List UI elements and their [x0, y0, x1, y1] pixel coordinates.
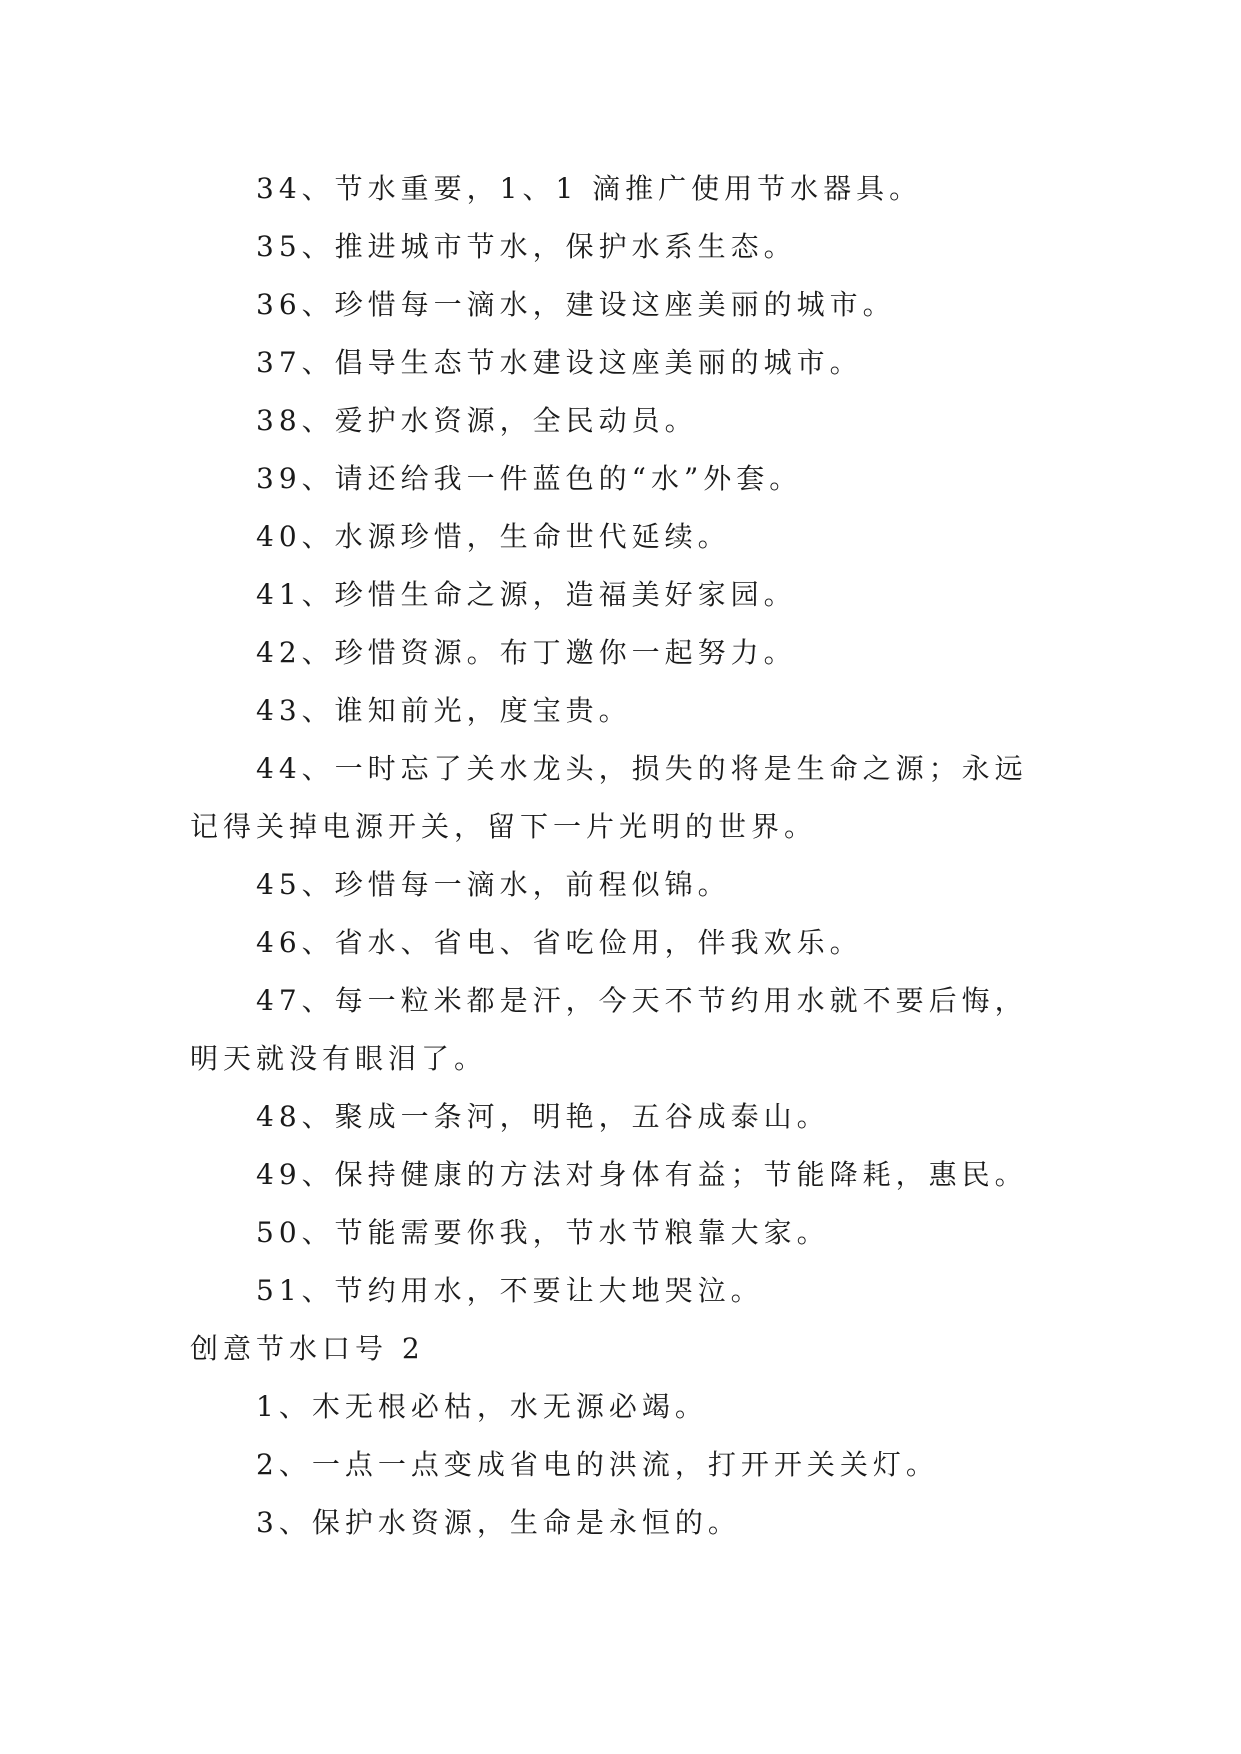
slogan-paragraph: 45、珍惜每一滴水，前程似锦。	[256, 868, 731, 901]
slogan-paragraph: 50、节能需要你我，节水节粮靠大家。	[256, 1216, 830, 1249]
slogan-paragraph: 36、珍惜每一滴水，建设这座美丽的城市。	[256, 288, 896, 321]
slogan-paragraph: 47、每一粒米都是汗，今天不节约用水就不要后悔，明天就没有眼泪了。	[190, 984, 1028, 1075]
section-heading: 创意节水口号 2	[190, 1332, 425, 1365]
slogan-paragraph: 37、倡导生态节水建设这座美丽的城市。	[256, 346, 863, 379]
slogan-paragraph: 3、保护水资源，生命是永恒的。	[256, 1506, 741, 1539]
slogan-paragraph: 1、木无根必枯，水无源必竭。	[256, 1390, 708, 1423]
slogan-paragraph: 43、谁知前光，度宝贵。	[256, 694, 632, 727]
slogan-paragraph: 35、推进城市节水，保护水系生态。	[256, 230, 797, 263]
slogan-paragraph: 42、珍惜资源。布丁邀你一起努力。	[256, 636, 797, 669]
slogan-paragraph: 41、珍惜生命之源，造福美好家园。	[256, 578, 797, 611]
document-body	[190, 160, 1050, 1552]
slogan-paragraph: 51、节约用水，不要让大地哭泣。	[256, 1274, 764, 1307]
slogan-paragraph: 40、水源珍惜，生命世代延续。	[256, 520, 731, 553]
slogan-paragraph: 34、节水重要，1、1 滴推广使用节水器具。	[256, 172, 923, 205]
slogan-paragraph: 38、爱护水资源，全民动员。	[256, 404, 698, 437]
slogan-paragraph: 49、保持健康的方法对身体有益；节能降耗，惠民。	[256, 1158, 1028, 1191]
slogan-paragraph: 44、一时忘了关水龙头，损失的将是生命之源；永远记得关掉电源开关，留下一片光明的世界。	[190, 752, 1028, 843]
slogan-paragraph: 48、聚成一条河，明艳，五谷成泰山。	[256, 1100, 830, 1133]
slogan-paragraph: 39、请还给我一件蓝色的“水”外套。	[256, 462, 803, 495]
slogan-paragraph: 2、一点一点变成省电的洪流，打开开关关灯。	[256, 1448, 939, 1481]
slogan-paragraph: 46、省水、省电、省吃俭用，伴我欢乐。	[256, 926, 863, 959]
